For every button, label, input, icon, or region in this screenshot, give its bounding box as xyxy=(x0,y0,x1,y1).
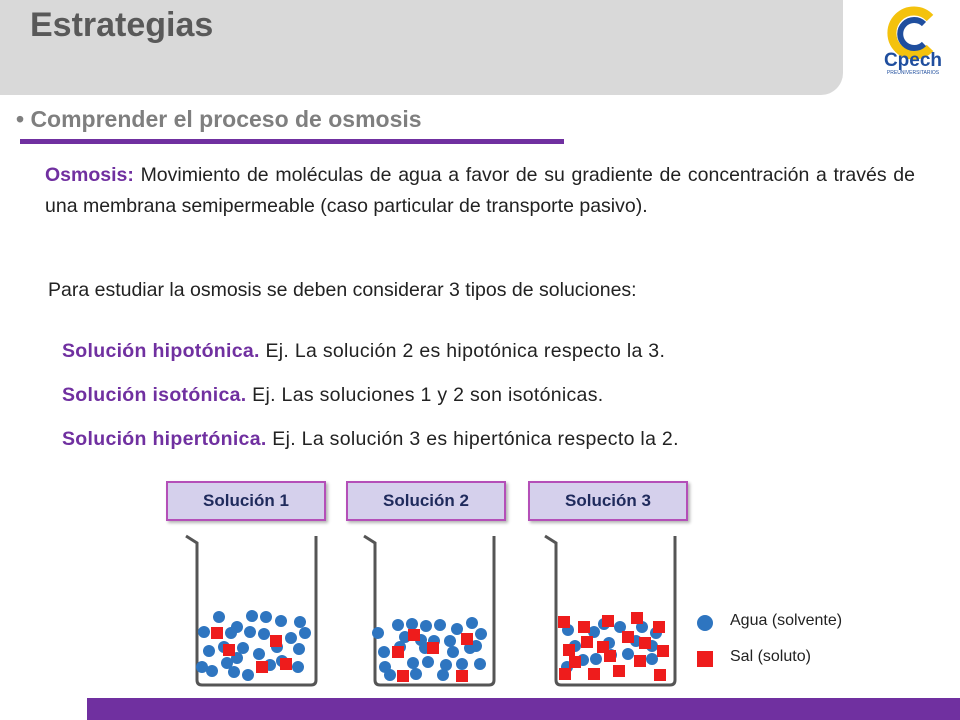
footer-bar xyxy=(87,698,960,720)
water-molecule xyxy=(253,648,265,660)
salt-particle xyxy=(581,636,593,648)
salt-particle xyxy=(408,629,420,641)
legend-water-icon xyxy=(697,615,713,631)
water-molecule xyxy=(466,617,478,629)
beaker-3 xyxy=(545,536,675,685)
type-isotonic xyxy=(62,382,679,409)
water-molecule xyxy=(434,619,446,631)
salt-particle xyxy=(563,644,575,656)
salt-particle xyxy=(397,670,409,682)
type-example: Ej. Las soluciones 1 y 2 son isotónicas. xyxy=(246,384,604,406)
water-molecule xyxy=(378,646,390,658)
water-molecule xyxy=(246,610,258,622)
salt-particle xyxy=(559,668,571,680)
water-molecule xyxy=(293,643,305,655)
salt-particle xyxy=(223,644,235,656)
water-molecule xyxy=(444,635,456,647)
salt-particle xyxy=(622,631,634,643)
water-molecule xyxy=(475,628,487,640)
salt-particle xyxy=(280,658,292,670)
solution-3-label: Solución 3 xyxy=(528,481,688,521)
legend-salt-icon xyxy=(697,651,713,667)
salt-particle xyxy=(604,650,616,662)
salt-particle xyxy=(256,661,268,673)
type-example: Ej. La solución 3 es hipertónica respecto la 2. xyxy=(266,428,679,450)
type-name: Solución hipertónica. xyxy=(62,428,267,450)
water-molecule xyxy=(258,628,270,640)
water-molecule xyxy=(260,611,272,623)
salt-particle xyxy=(270,635,282,647)
beaker-1 xyxy=(186,536,316,685)
water-molecule xyxy=(294,616,306,628)
legend-salt-label: Sal (soluto) xyxy=(730,648,811,665)
water-molecule xyxy=(406,618,418,630)
page-title: Estrategias xyxy=(30,6,214,44)
type-name: Solución isotónica. xyxy=(62,384,247,406)
legend-water-label: Agua (solvente) xyxy=(730,612,843,629)
solution-1-label: Solución 1 xyxy=(166,481,326,521)
water-molecule xyxy=(237,642,249,654)
water-molecule xyxy=(275,615,287,627)
salt-particle xyxy=(639,637,651,649)
water-molecule xyxy=(221,657,233,669)
osmosis-definition xyxy=(45,160,915,222)
beakers-diagram xyxy=(0,530,960,690)
type-example: Ej. La solución 2 es hipotónica respecto la 3. xyxy=(259,340,666,362)
water-molecule xyxy=(456,658,468,670)
water-molecule xyxy=(242,669,254,681)
water-molecule xyxy=(437,669,449,681)
water-molecule xyxy=(646,653,658,665)
type-name: Solución hipotónica. xyxy=(62,340,260,362)
salt-particle xyxy=(613,665,625,677)
salt-particle xyxy=(602,615,614,627)
water-molecule xyxy=(225,627,237,639)
type-hypertonic xyxy=(62,426,679,453)
logo-tagline: PREUNIVERSITARIOS xyxy=(886,70,940,76)
salt-particle xyxy=(654,669,666,681)
water-molecule xyxy=(410,668,422,680)
water-molecule xyxy=(384,669,396,681)
water-molecule xyxy=(392,619,404,631)
water-molecule xyxy=(372,627,384,639)
salt-particle xyxy=(578,621,590,633)
definition-text: Movimiento de moléculas de agua a favor de su gradiente de concentración a través de una membrana semipermeable (caso particular de transporte pasivo). xyxy=(45,164,915,217)
salt-particle xyxy=(211,627,223,639)
salt-particle xyxy=(569,656,581,668)
water-molecule xyxy=(198,626,210,638)
intro-text: Para estudiar la osmosis se deben considerar 3 tipos de soluciones: xyxy=(48,279,637,301)
water-molecule xyxy=(590,653,602,665)
water-molecule xyxy=(299,627,311,639)
water-molecule xyxy=(206,665,218,677)
salt-particle xyxy=(588,668,600,680)
salt-particle xyxy=(392,646,404,658)
salt-particle xyxy=(427,642,439,654)
salt-particle xyxy=(657,645,669,657)
salt-particle xyxy=(631,612,643,624)
water-molecule xyxy=(244,626,256,638)
cpech-logo xyxy=(872,4,954,76)
salt-particle xyxy=(456,670,468,682)
title-banner xyxy=(0,0,843,95)
water-molecule xyxy=(203,645,215,657)
water-molecule xyxy=(474,658,486,670)
type-hypotonic xyxy=(62,338,679,365)
salt-particle xyxy=(461,633,473,645)
water-molecule xyxy=(213,611,225,623)
salt-particle xyxy=(653,621,665,633)
water-molecule xyxy=(447,646,459,658)
water-molecule xyxy=(422,656,434,668)
solution-2-label: Solución 2 xyxy=(346,481,506,521)
subtitle-underline xyxy=(20,139,564,144)
solution-types-list xyxy=(62,338,679,470)
water-molecule xyxy=(622,648,634,660)
definition-term: Osmosis: xyxy=(45,164,134,186)
logo-text: Cpech xyxy=(883,50,943,71)
beaker-2 xyxy=(364,536,494,685)
section-subtitle: • Comprender el proceso de osmosis xyxy=(16,106,422,132)
water-molecule xyxy=(285,632,297,644)
water-molecule xyxy=(407,657,419,669)
salt-particle xyxy=(634,655,646,667)
water-molecule xyxy=(420,620,432,632)
water-molecule xyxy=(292,661,304,673)
salt-particle xyxy=(558,616,570,628)
